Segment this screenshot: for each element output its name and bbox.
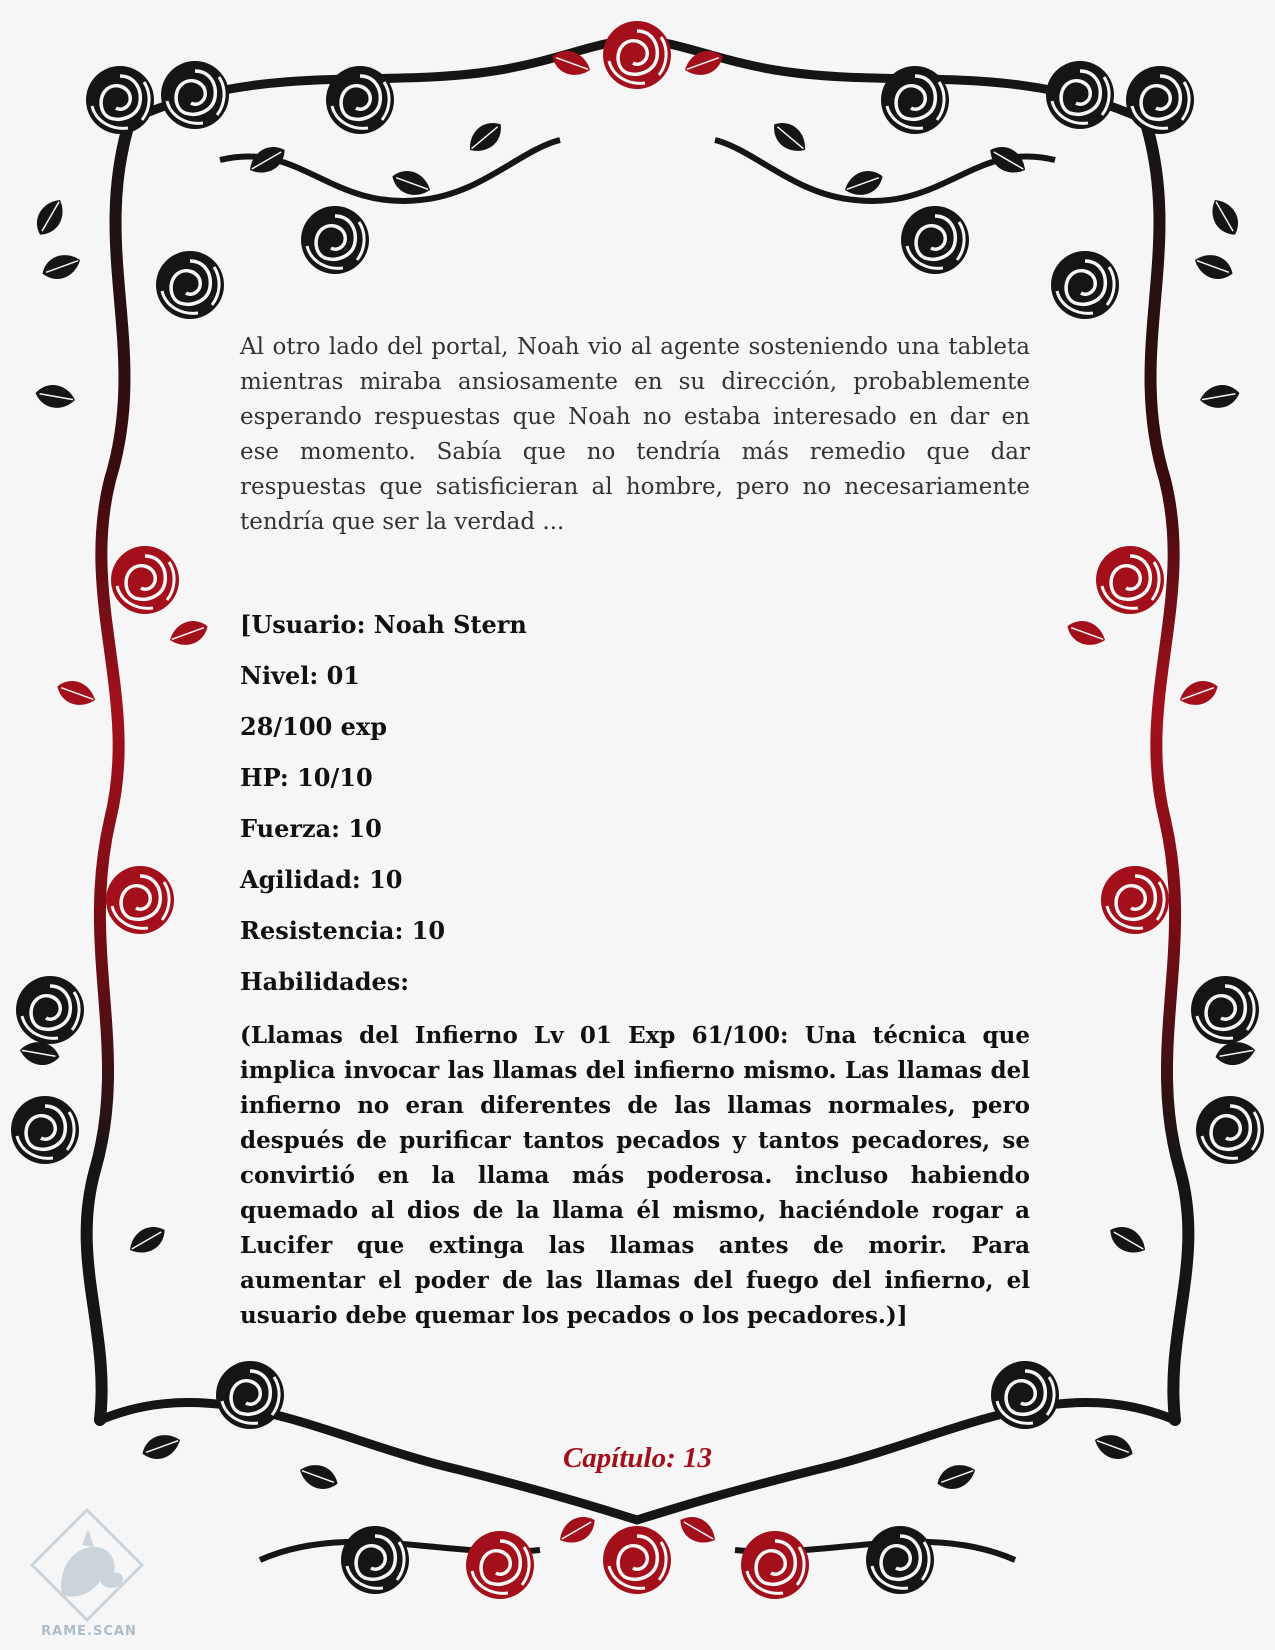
status-strength: Fuerza: 10 xyxy=(240,814,382,843)
status-level: Nivel: 01 xyxy=(240,661,360,690)
chapter-label: Capítulo: 13 xyxy=(562,1442,713,1474)
skill-description: (Llamas del Infierno Lv 01 Exp 61/100: Una técnica que implica invocar las llamas del infierno mismo. Las llamas del infierno no eran diferentes de las llamas normales, pero después de purificar tantos pecados y tantos pecadores, se convirtió en la llama más poderosa. incluso habiendo quemado al dios de la llama él mismo, haciéndole rogar a Lucifer que extinga las llamas antes de morir. Para aumentar el poder de las llamas del fuego del infierno, el usuario debe quemar los pecados o los pecadores.)] xyxy=(240,1022,1030,1329)
status-hp: HP: 10/10 xyxy=(240,763,373,792)
status-resistance: Resistencia: 10 xyxy=(240,916,446,945)
intro-paragraph: Al otro lado del portal, Noah vio al agente sosteniendo una tableta mientras miraba ansiosamente en su dirección, probablemente esperando respuestas que Noah no estaba interesado en dar en ese momento. Sabía que no tendría más remedio que dar respuestas que satisficieran al hombre, pero no necesariamente tendría que ser la verdad ... xyxy=(240,334,1030,535)
page-body xyxy=(240,330,1030,1333)
status-user: [Usuario: Noah Stern xyxy=(240,610,527,639)
status-window xyxy=(240,610,1030,997)
status-agility: Agilidad: 10 xyxy=(240,865,403,894)
status-skills-heading: Habilidades: xyxy=(240,967,410,996)
watermark-text: RAME.SCAN xyxy=(41,1624,137,1639)
status-exp: 28/100 exp xyxy=(240,712,387,741)
